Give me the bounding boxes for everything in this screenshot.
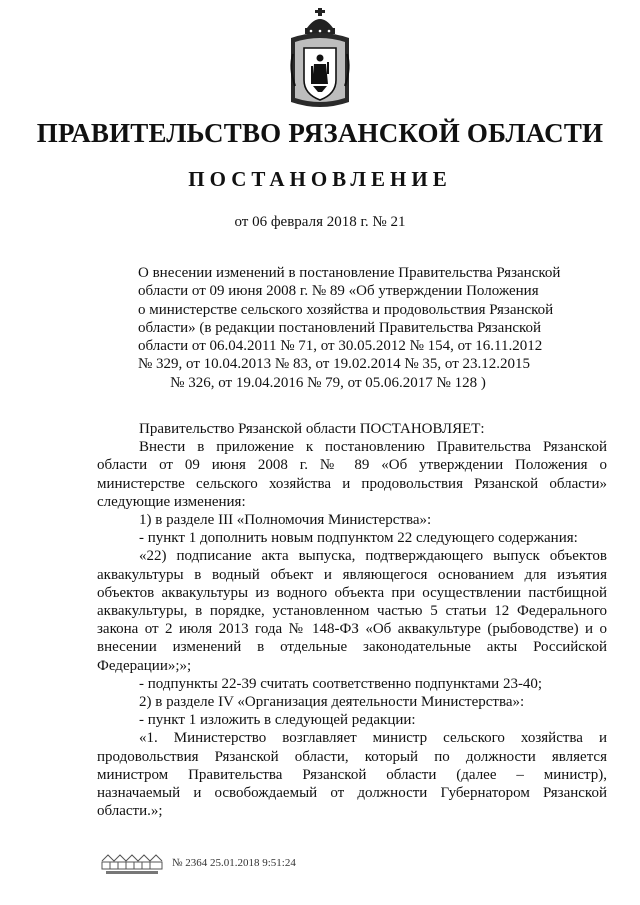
body-line: 2) в разделе IV «Организация деятельности Министерства»: bbox=[139, 694, 525, 711]
body-line: области от 09 июня 2008 г. № 89 «Об утверждении Положения о bbox=[97, 457, 607, 474]
body-line: - пункт 1 изложить в следующей редакции: bbox=[139, 712, 416, 729]
subject-line: области» (в редакции постановлений Правительства Рязанской bbox=[138, 319, 542, 336]
body-line: следующие изменения: bbox=[97, 493, 246, 510]
document-type-title: ПОСТАНОВЛЕНИЕ bbox=[188, 167, 452, 191]
body-line: назначаемый и освобождаемый от должности Губернатором Рязанской bbox=[97, 785, 607, 802]
subject-line: № 326, от 19.04.2016 № 79, от 05.06.2017 № 128 ) bbox=[170, 374, 486, 391]
body-line: 1) в разделе III «Полномочия Министерства»: bbox=[139, 512, 432, 529]
body-line: «22) подписание акта выпуска, подтверждающего выпуск объектов bbox=[139, 548, 607, 565]
body-line: «1. Министерство возглавляет министр сельского хозяйства и bbox=[139, 730, 607, 747]
body-line: Федерации»;»; bbox=[97, 657, 192, 674]
coat-of-arms-icon bbox=[287, 6, 353, 114]
subject-line: о министерстве сельского хозяйства и продовольствия Рязанской bbox=[138, 301, 554, 318]
body-line: продовольствия Рязанской области, который по должности является bbox=[97, 748, 607, 765]
subject-line: области от 09 июня 2008 г. № 89 «Об утверждении Положения bbox=[138, 283, 539, 300]
document-subject bbox=[138, 264, 561, 392]
government-title: ПРАВИТЕЛЬСТВО РЯЗАНСКОЙ ОБЛАСТИ bbox=[36, 118, 604, 148]
body-line: аквакультуры в водный объект и являющегося основанием для изъятия bbox=[97, 566, 607, 583]
body-line: закона от 2 июля 2013 года № 148-ФЗ «Об аквакультуре (рыбоводстве) и о bbox=[97, 621, 607, 638]
resolution-preamble: Правительство Рязанской области ПОСТАНОВЛЯЕТ: bbox=[139, 421, 485, 437]
body-line: министерстве сельского хозяйства и продовольствия Рязанской области» bbox=[97, 475, 607, 492]
body-line: Внести в приложение к постановлению Правительства Рязанской bbox=[139, 439, 607, 456]
subject-line: № 329, от 10.04.2013 № 83, от 19.02.2014 № 35, от 23.12.2015 bbox=[138, 356, 531, 373]
subject-line: области от 06.04.2011 № 71, от 30.05.2012 № 154, от 16.11.2012 bbox=[138, 338, 543, 355]
registration-footer bbox=[100, 852, 400, 876]
body-line: области.»; bbox=[97, 803, 163, 820]
document-stamp-icon bbox=[100, 852, 164, 876]
subject-line: О внесении изменений в постановление Правительства Рязанской bbox=[138, 265, 561, 281]
body-line: министром Правительства Рязанской области (далее – министр), bbox=[97, 766, 607, 783]
body-line: объектов аквакультуры из водного объекта при осуществлении пастбищной bbox=[97, 584, 607, 601]
document-body bbox=[97, 420, 607, 820]
body-line: аквакультуры, в порядке, установленном частью 5 статьи 12 Федерального bbox=[97, 603, 607, 620]
registration-number: № 2364 25.01.2018 9:51:24 bbox=[172, 857, 296, 869]
body-line: - пункт 1 дополнить новым подпунктом 22 следующего содержания: bbox=[139, 530, 578, 547]
body-line: внесении изменений в отдельные законодательные акты Российской bbox=[97, 639, 607, 656]
document-date-number: от 06 февраля 2018 г. № 21 bbox=[234, 214, 406, 230]
body-line: - подпункты 22-39 считать соответственно подпунктами 23-40; bbox=[139, 675, 543, 692]
